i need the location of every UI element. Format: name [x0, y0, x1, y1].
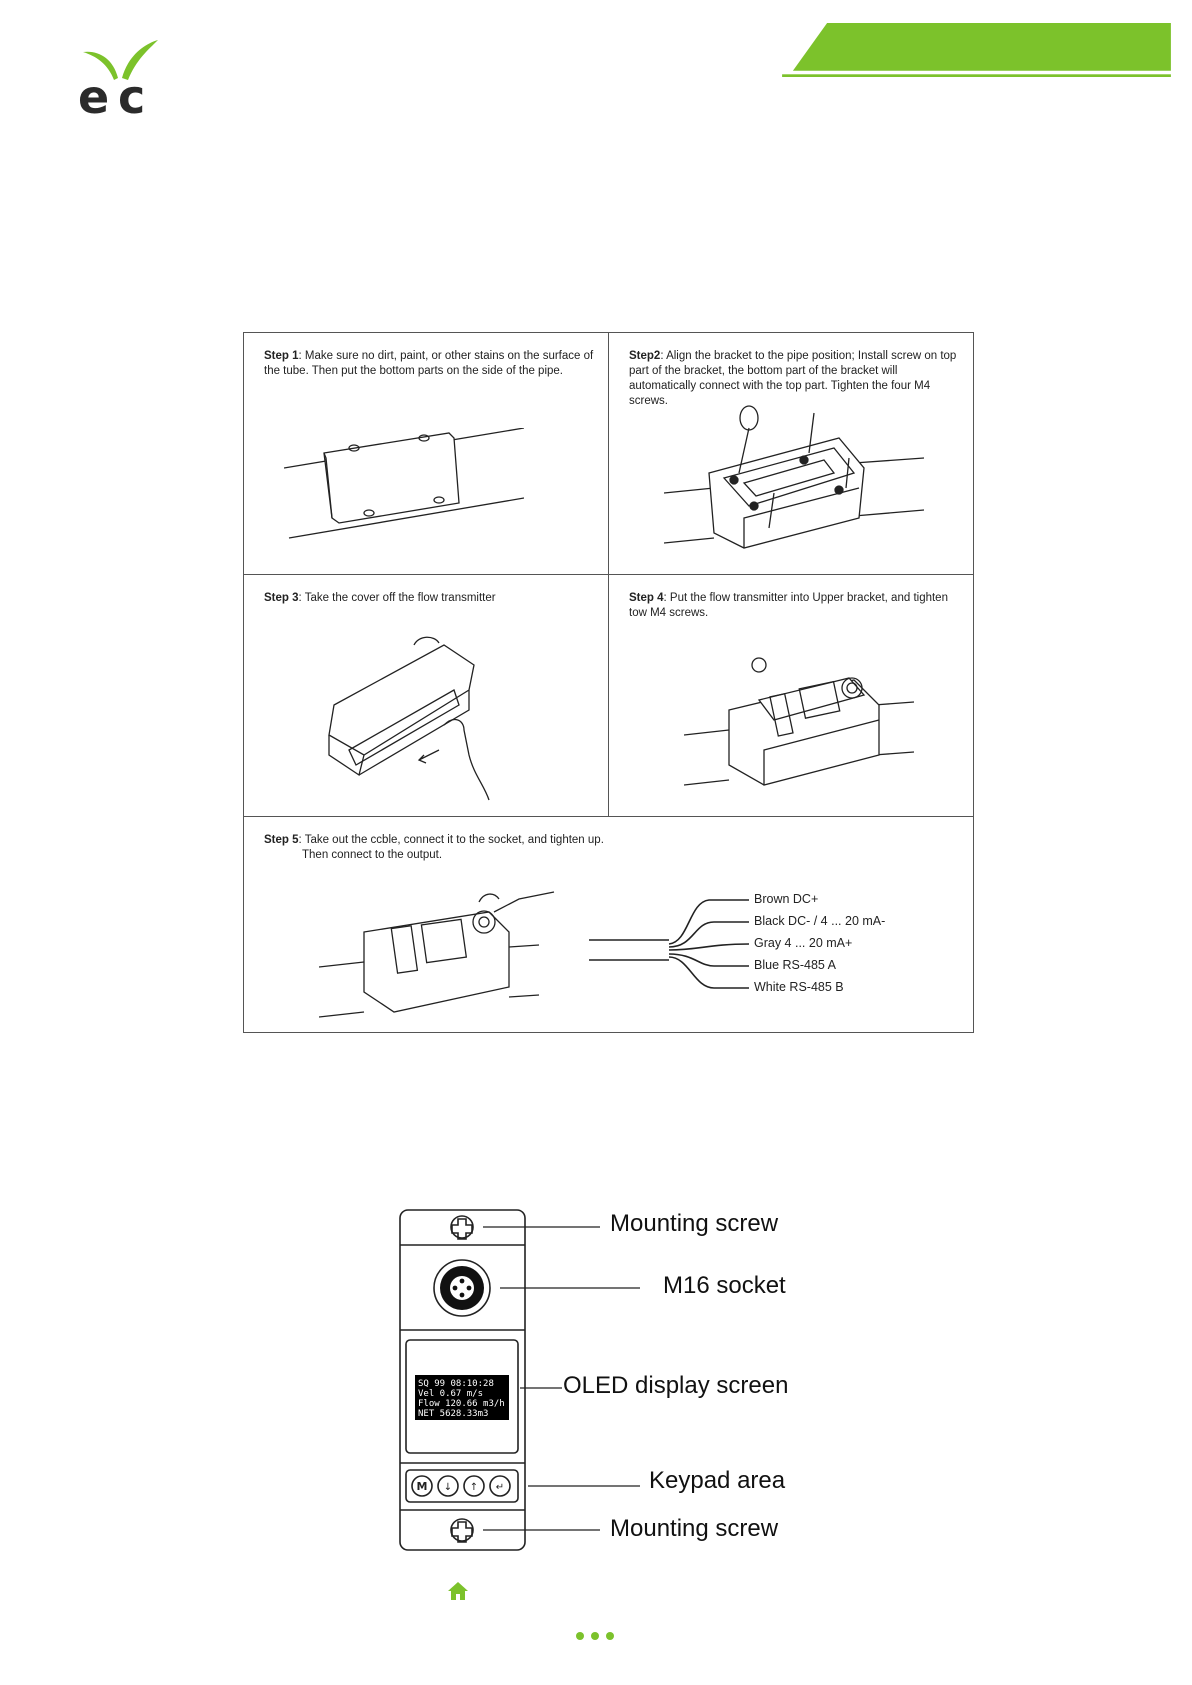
step-3-cell [244, 575, 609, 817]
svg-text:↑: ↑ [469, 1482, 479, 1493]
callout-m16-socket: M16 socket [663, 1272, 786, 1299]
step-1-cell [244, 333, 609, 575]
callout-oled-display: OLED display screen [563, 1372, 789, 1399]
callout-mounting-screw-bottom: Mounting screw [610, 1515, 779, 1542]
home-icon[interactable] [447, 1580, 469, 1602]
bottom-bracket-illustration [284, 428, 524, 548]
oled-line-2: Vel 0.67 m/s [418, 1389, 484, 1399]
step-3-text: Step 3: Take the cover off the flow transmitter [264, 592, 496, 604]
eyc-logo-icon [78, 38, 168, 118]
step-2-cell [609, 333, 973, 575]
svg-text:c: c [118, 70, 146, 118]
svg-text:M: M [416, 1480, 428, 1493]
step-4-text: Step 4: Put the flow transmitter into Upper bracket, and tighten tow M4 screws. [629, 592, 948, 619]
wire-label-gray: Gray 4 ... 20 mA+ [754, 936, 853, 950]
remove-cover-illustration [324, 635, 504, 805]
svg-text:e: e [78, 70, 110, 118]
wire-label-white: White RS-485 B [754, 980, 844, 994]
step-5-cell [244, 817, 973, 1032]
step-1-text: Step 1: Make sure no dirt, paint, or other stains on the surface of the tube. Then put the bottom parts on the side of the pipe. [264, 350, 594, 377]
svg-text:↵: ↵ [495, 1482, 505, 1493]
wire-label-brown: Brown DC+ [754, 892, 819, 906]
oled-line-1: SQ 99 08:10:28 [418, 1379, 494, 1389]
wire-label-black: Black DC- / 4 ... 20 mA- [754, 914, 886, 928]
svg-text:↓: ↓ [443, 1482, 453, 1493]
ellipsis-icon [575, 1630, 615, 1642]
callout-keypad: Keypad area [649, 1467, 786, 1494]
connect-cable-illustration [319, 887, 559, 1027]
step-2-text: Step2: Align the bracket to the pipe position; Install screw on top part of the bracket, the bottom part of the bracket will automatically connect with the top part. Tighten the four M4 screws. [629, 350, 957, 407]
installation-steps-table [243, 332, 974, 1033]
oled-line-3: Flow 120.66 m3/h [418, 1399, 505, 1409]
install-transmitter-illustration [684, 640, 914, 805]
wire-label-blue: Blue RS-485 A [754, 958, 836, 972]
oled-line-4: NET 5628.33m3 [418, 1409, 489, 1419]
cable-wire-diagram [589, 892, 749, 997]
callout-mounting-screw-top: Mounting screw [610, 1210, 779, 1237]
step-4-cell [609, 575, 973, 817]
step-5-text: Step 5: Take out the ccble, connect it to the socket, and tighten up. Then connect to the output. [264, 834, 604, 861]
bracket-assembly-illustration [664, 398, 924, 568]
header-accent-bar [770, 23, 1192, 77]
